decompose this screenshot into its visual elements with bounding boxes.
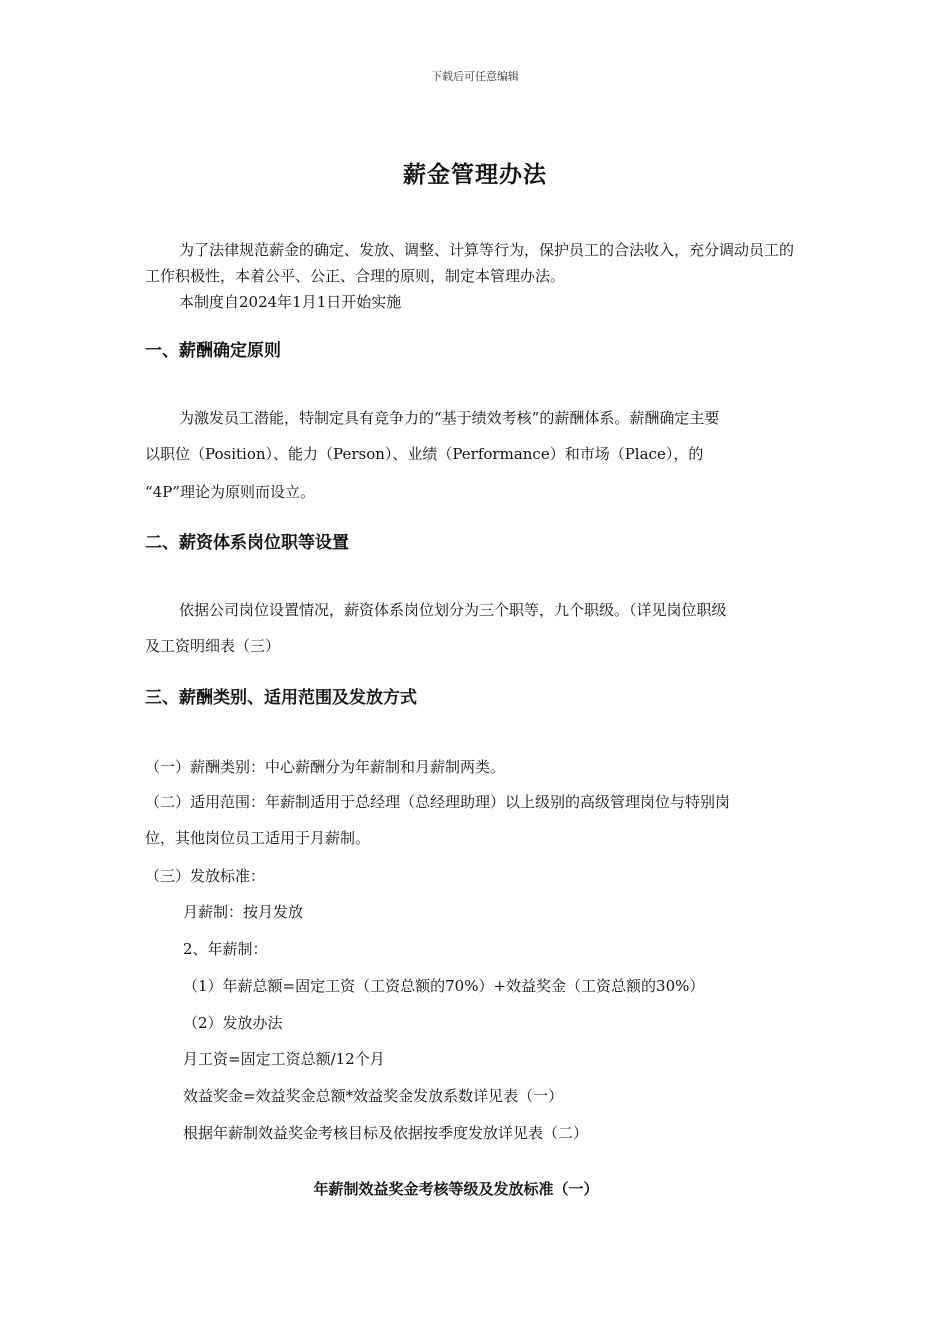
section-3-heading: 三、薪酬类别、适用范围及发放方式 — [145, 688, 417, 708]
section-1-line-3: “4P”理论为原则而设立。 — [145, 483, 315, 501]
section-2-line-2: 及工资明细表（三） — [145, 637, 281, 655]
annual-salary: 2、年薪制： — [183, 940, 268, 958]
scope-line-2: 位，其他岗位员工适用于月薪制。 — [145, 829, 371, 847]
section-1-heading: 一、薪酬确定原则 — [145, 341, 281, 361]
section-2-line-1: 依据公司岗位设置情况，薪资体系岗位划分为三个职等，九个职级。（详见岗位职级 — [179, 601, 727, 619]
effective-date: 本制度自2024年1月1日开始实施 — [179, 293, 402, 311]
monthly-salary: 月薪制：按月发放 — [183, 903, 304, 921]
payment-method: （2）发放办法 — [183, 1014, 283, 1032]
intro-paragraph: 为了法律规范薪金的确定、发放、调整、计算等行为，保护员工的合法收入，充分调动员工的工作积极性，本着公平、公正、合理的原则，制定本管理办法。 — [145, 241, 795, 285]
section-1-line-1: 为激发员工潜能，特制定具有竞争力的“基于绩效考核”的薪酬体系。薪酬确定主要 — [179, 409, 720, 427]
header-note: 下载后可任意编辑 — [431, 70, 519, 83]
annual-total: （1）年薪总额=固定工资（工资总额的70%）+效益奖金（工资总额的30%） — [183, 977, 705, 995]
section-1-line-2: 以职位（Position）、能力（Person）、业绩（Performance）和市场（Place），的 — [145, 445, 704, 463]
scope-line-1: （二）适用范围：年薪制适用于总经理（总经理助理）以上级别的高级管理岗位与特别岗 — [145, 793, 731, 811]
quarterly-bonus: 根据年薪制效益奖金考核目标及依据按季度发放详见表（二） — [183, 1124, 589, 1142]
monthly-wage-formula: 月工资=固定工资总额/12个月 — [183, 1050, 385, 1068]
table-title: 年薪制效益奖金考核等级及发放标准（一） — [313, 1180, 599, 1198]
salary-category: （一）薪酬类别：中心薪酬分为年薪制和月薪制两类。 — [145, 758, 506, 776]
bonus-formula: 效益奖金=效益奖金总额*效益奖金发放系数详见表（一） — [183, 1087, 564, 1105]
document-title: 薪金管理办法 — [403, 161, 547, 188]
payment-standard: （三）发放标准： — [145, 867, 266, 885]
section-2-heading: 二、薪资体系岗位职等设置 — [145, 533, 349, 553]
